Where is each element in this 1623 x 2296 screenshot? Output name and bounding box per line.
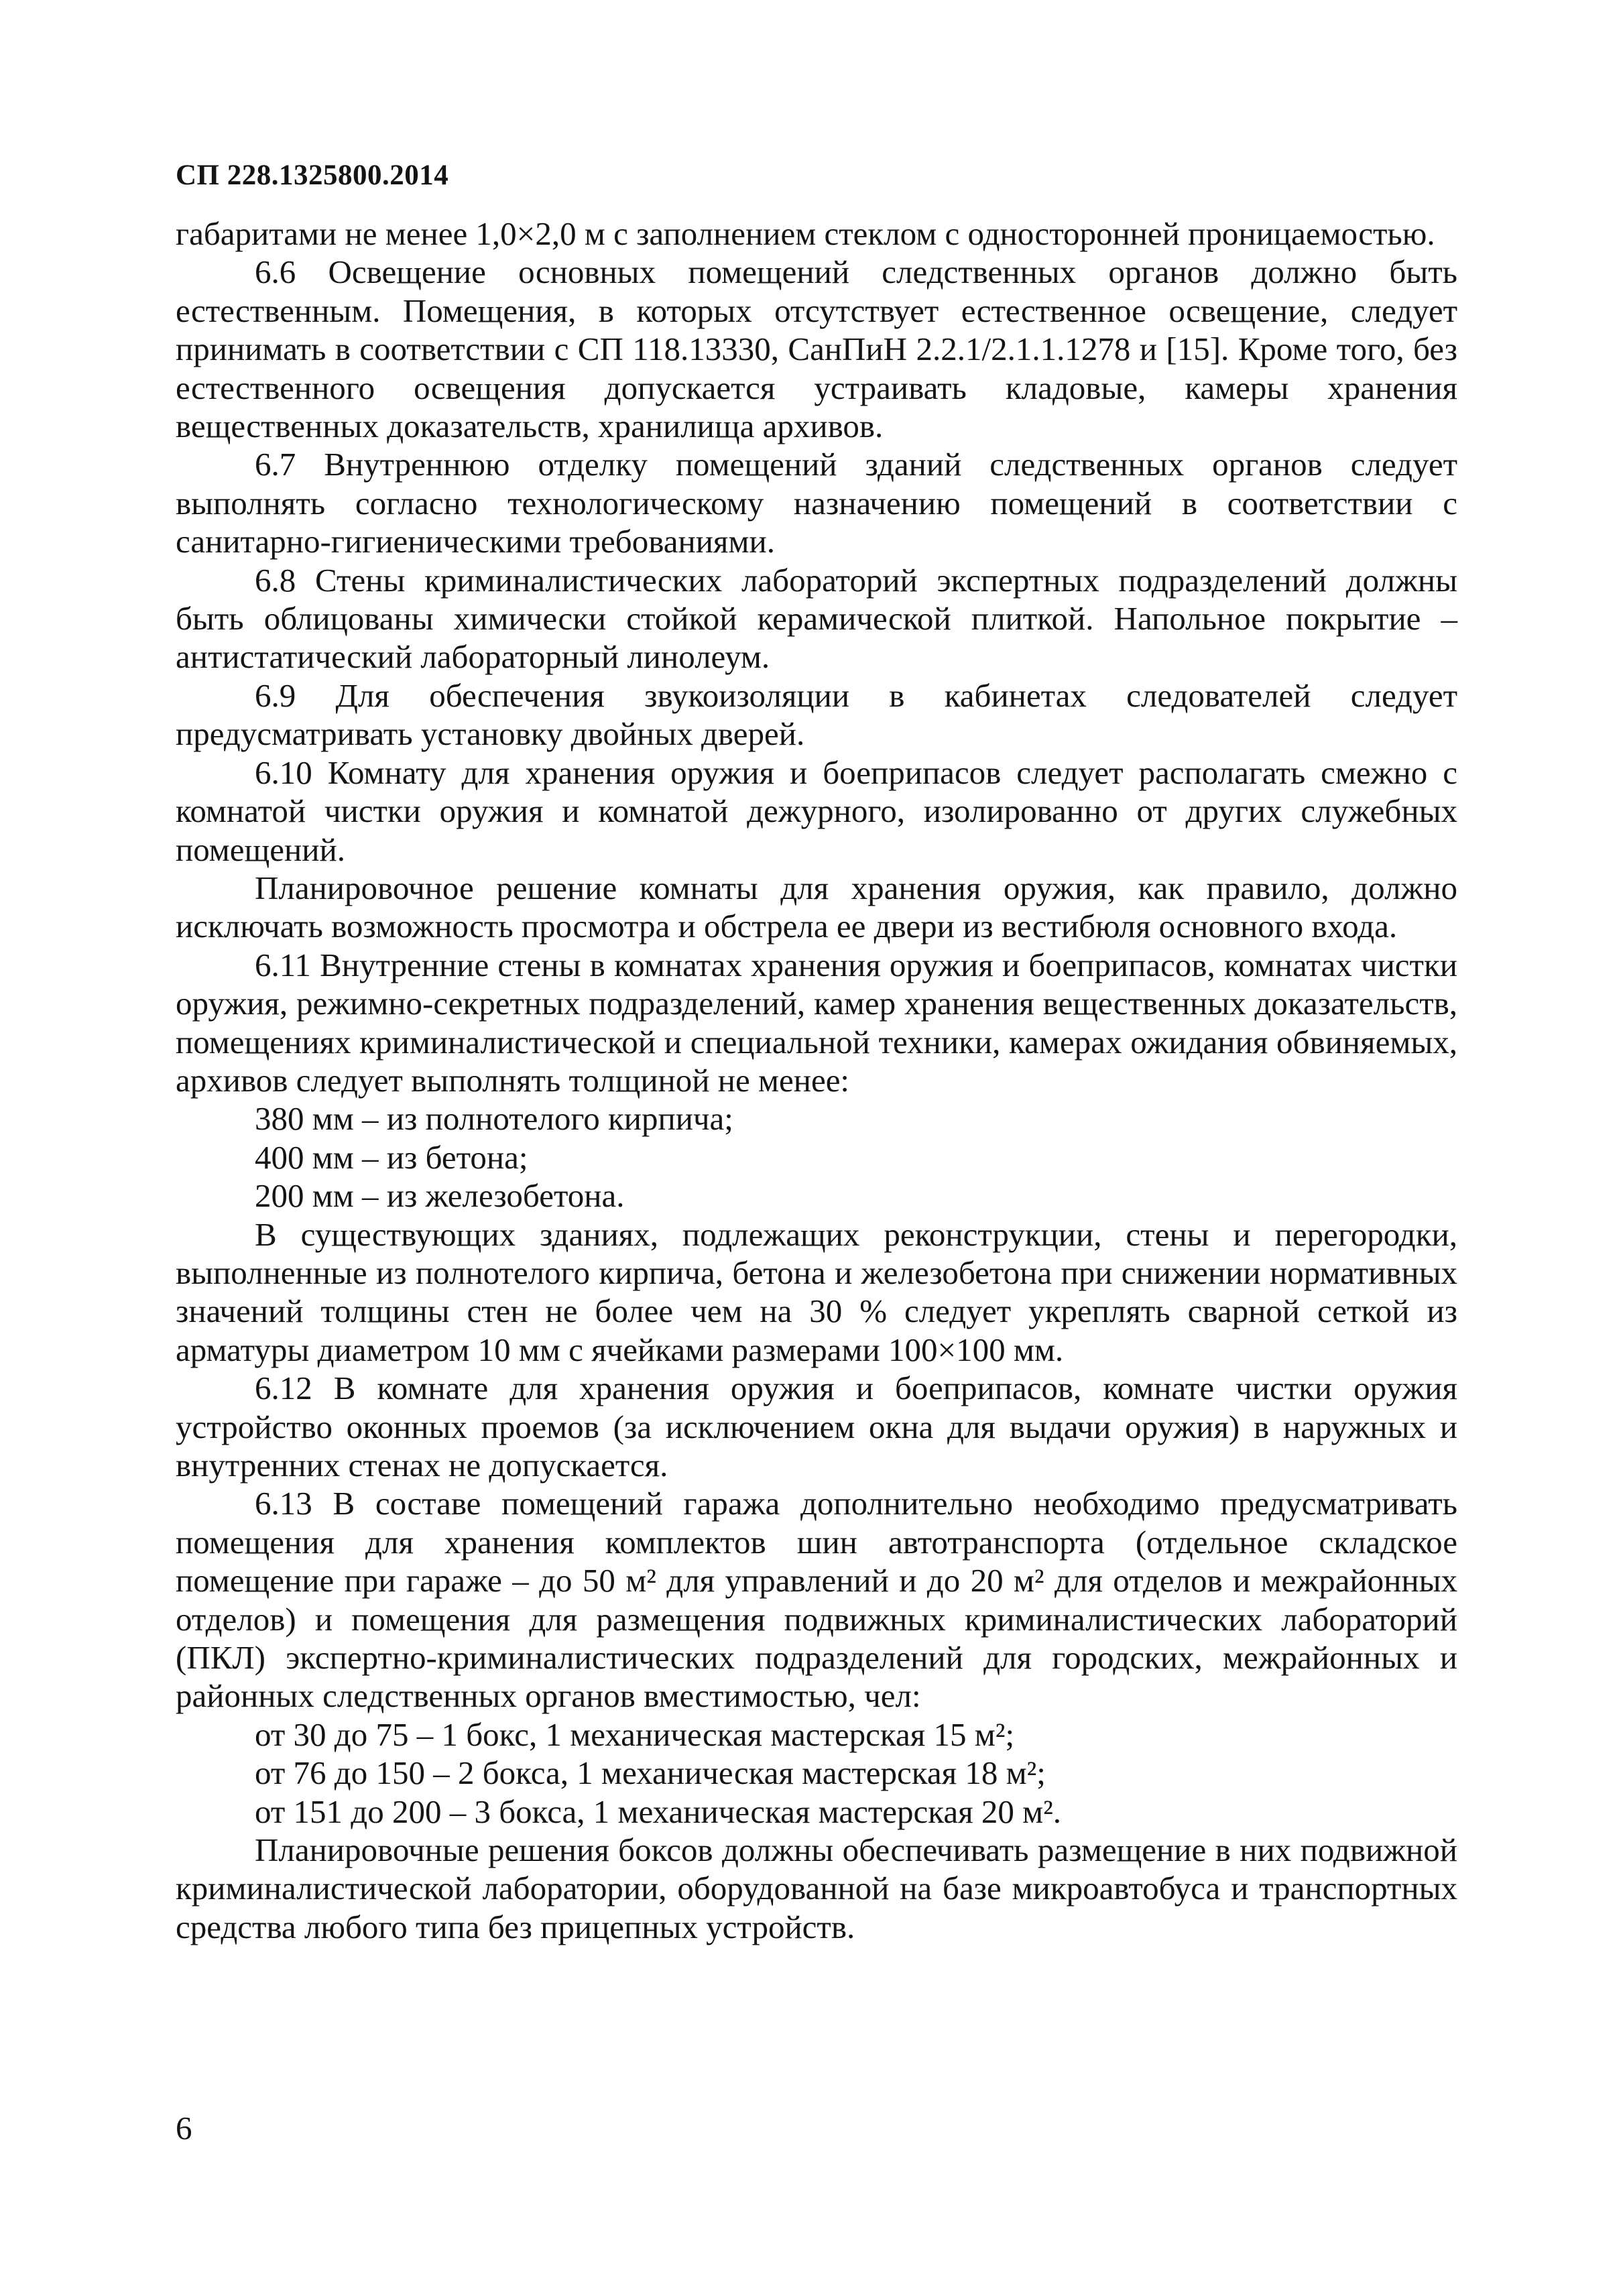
- document-body: [176, 215, 1457, 1946]
- list-item-capacity-2: от 76 до 150 – 2 бокса, 1 механическая мастерская 18 м²;: [255, 1754, 1046, 1792]
- paragraph-6-8: 6.8 Стены криминалистических лабораторий экспертных подразделений должны быть облицованы химически стойкой керамической плиткой. Напольное покрытие – антистатический лабораторный линолеум.: [176, 561, 1457, 676]
- document-code-header: СП 228.1325800.2014: [176, 160, 449, 191]
- list-item-capacity-1: от 30 до 75 – 1 бокс, 1 механическая мастерская 15 м²;: [255, 1715, 1015, 1753]
- paragraph-6-11-note: В существующих зданиях, подлежащих реконструкции, стены и перегородки, выполненные из полнотелого кирпича, бетона и железобетона при снижении нормативных значений толщины стен не более чем на 30 % следует укреплять сварной сеткой из арматуры диаметром 10 мм с ячейками размерами 100×100 мм.: [176, 1215, 1457, 1368]
- paragraph-continuation: габаритами не менее 1,0×2,0 м с заполнением стеклом с односторонней проницаемостью.: [176, 215, 1435, 252]
- paragraph-6-13: 6.13 В составе помещений гаража дополнительно необходимо предусматривать помещения для хранения комплектов шин автотранспорта (отдельное складское помещение при гараже – до 50 м² для управлений и до 20 м² для отделов и межрайонных отделов) и помещения для размещения подвижных криминалистических лабораторий (ПКЛ) экспертно-криминалистических подразделений для городских, межрайонных и районных следственных органов вместимостью, чел:: [176, 1485, 1457, 1715]
- paragraph-6-13-note: Планировочные решения боксов должны обеспечивать размещение в них подвижной криминалистической лаборатории, оборудованной на базе микроавтобуса и транспортных средства любого типа без прицепных устройств.: [176, 1831, 1457, 1945]
- paragraph-6-10: 6.10 Комнату для хранения оружия и боеприпасов следует располагать смежно с комнатой чистки оружия и комнатой дежурного, изолированно от других служебных помещений.: [176, 753, 1457, 868]
- paragraph-6-10-note: Планировочное решение комнаты для хранения оружия, как правило, должно исключать возможность просмотра и обстрела ее двери из вестибюля основного входа.: [176, 869, 1457, 945]
- paragraph-6-12: 6.12 В комнате для хранения оружия и боеприпасов, комнате чистки оружия устройство оконных проемов (за исключением окна для выдачи оружия) в наружных и внутренних стенах не допускается.: [176, 1370, 1457, 1484]
- paragraph-6-6: 6.6 Освещение основных помещений следственных органов должно быть естественным. Помещения, в которых отсутствует естественное освещение, следует принимать в соответствии с СП 118.13330, СанПиН 2.2.1/2.1.1.1278 и [15]. Кроме того, без естественного освещения допускается устраивать кладовые, камеры хранения вещественных доказательств, хранилища архивов.: [176, 253, 1457, 445]
- list-item-concrete: 400 мм – из бетона;: [255, 1138, 528, 1176]
- list-item-brick: 380 мм – из полнотелого кирпича;: [255, 1100, 733, 1138]
- paragraph-6-11: 6.11 Внутренние стены в комнатах хранения оружия и боеприпасов, комнатах чистки оружия, режимно-секретных подразделений, камер хранения вещественных доказательств, помещениях криминалистической и специальной техники, камерах ожидания обвиняемых, архивов следует выполнять толщиной не менее:: [176, 946, 1457, 1099]
- page-number: 6: [176, 2110, 192, 2147]
- list-item-capacity-3: от 151 до 200 – 3 бокса, 1 механическая мастерская 20 м².: [255, 1793, 1062, 1830]
- paragraph-6-9: 6.9 Для обеспечения звукоизоляции в кабинетах следователей следует предусматривать установку двойных дверей.: [176, 676, 1457, 753]
- list-item-reinforced: 200 мм – из железобетона.: [255, 1177, 625, 1215]
- paragraph-6-7: 6.7 Внутреннюю отделку помещений зданий следственных органов следует выполнять согласно технологическому назначению помещений в соответствии с санитарно-гигиеническими требованиями.: [176, 446, 1457, 560]
